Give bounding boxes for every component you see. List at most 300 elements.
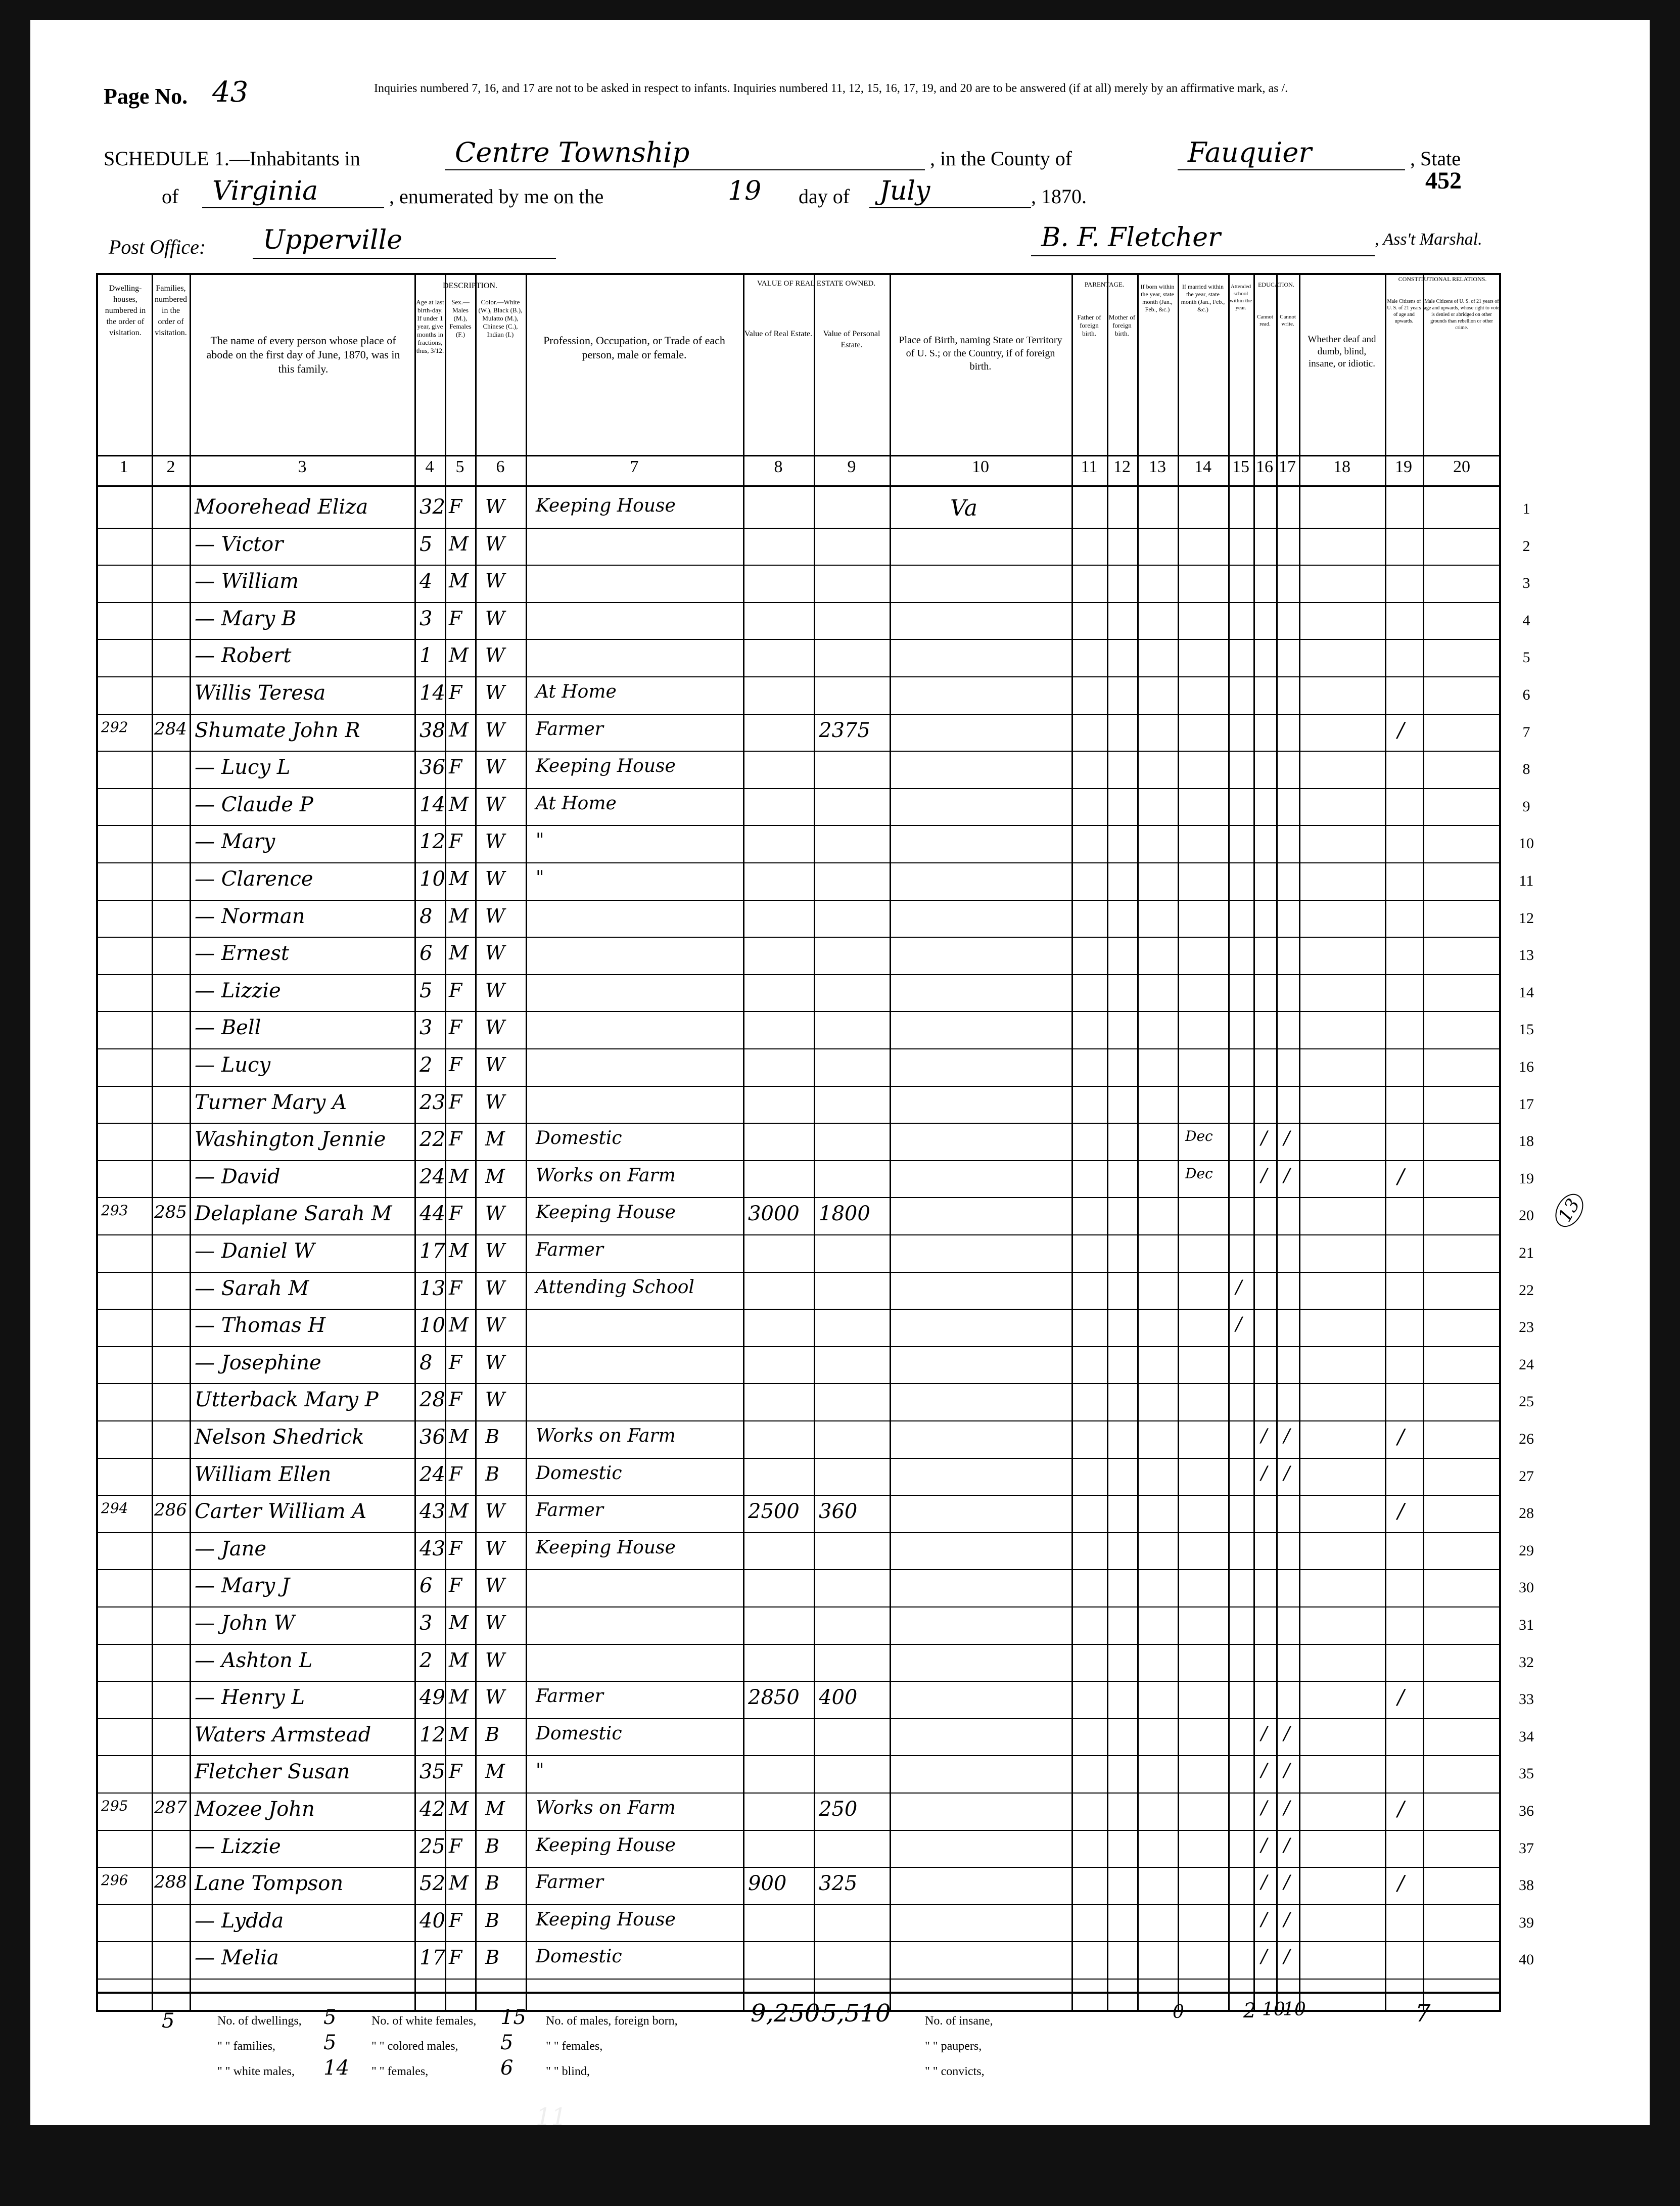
- occupation-value: Domestic: [536, 1723, 622, 1744]
- person-name: William Ellen: [195, 1462, 332, 1486]
- col-head-20: Male Citizens of U. S. of 21 years of age and upwards, whose right to vote is denied or abridged on other grounds than rebellion or other crime.: [1424, 299, 1500, 331]
- row-rule: [96, 1086, 1501, 1087]
- age-value: 25: [419, 1834, 445, 1858]
- age-value: 43: [419, 1537, 445, 1560]
- col19-total: 7: [1415, 1999, 1431, 2028]
- citizen-mark: /: [1397, 1872, 1405, 1896]
- personal-estate-value: 400: [819, 1686, 858, 1710]
- row-number: 22: [1519, 1281, 1534, 1299]
- value-group: VALUE OF REAL ESTATE OWNED.: [757, 280, 876, 288]
- month-rule: [869, 207, 1031, 208]
- row-rule: [96, 1458, 1501, 1459]
- col-divider: [814, 273, 815, 2012]
- day-of-label: day of: [799, 185, 850, 208]
- column-number: 3: [298, 457, 307, 476]
- row-rule: [96, 565, 1501, 566]
- cannot-write-mark: /: [1284, 1165, 1290, 1186]
- color-value: W: [485, 1090, 505, 1113]
- sex-value: M: [449, 1872, 469, 1895]
- person-name: Utterback Mary P: [195, 1388, 379, 1412]
- cannot-read-mark: /: [1261, 1462, 1268, 1484]
- occupation-value: Domestic: [536, 1462, 622, 1484]
- occupation-value: Keeping House: [536, 1834, 676, 1856]
- color-value: W: [485, 904, 505, 927]
- column-number: 10: [972, 457, 989, 476]
- occupation-value: At Home: [536, 681, 617, 702]
- age-value: 49: [419, 1686, 445, 1710]
- real-estate-value: 3000: [748, 1202, 800, 1226]
- person-name: Washington Jennie: [195, 1128, 386, 1152]
- person-name: — Victor: [195, 532, 284, 556]
- post-office-rule: [253, 258, 556, 259]
- person-name: — John W: [195, 1612, 295, 1635]
- color-value: B: [485, 1872, 499, 1895]
- column-number: 19: [1395, 457, 1412, 476]
- col-divider: [190, 273, 191, 2012]
- row-rule: [96, 900, 1501, 901]
- row-rule: [96, 1644, 1501, 1645]
- row-rule: [96, 751, 1501, 752]
- township-value: Centre Township: [455, 136, 690, 168]
- sex-value: M: [449, 1500, 469, 1523]
- age-value: 36: [419, 1426, 445, 1449]
- convicts-label: " " convicts,: [925, 2065, 985, 2078]
- sex-value: F: [449, 1276, 462, 1299]
- person-name: Shumate John R: [195, 718, 360, 742]
- sex-value: M: [449, 570, 469, 592]
- row-rule: [96, 1123, 1501, 1124]
- row-rule: [96, 639, 1501, 640]
- color-value: B: [485, 1462, 499, 1485]
- col-head-14: If married within the year, state month (Jan., Feb., &c.): [1181, 283, 1225, 313]
- row-rule: [96, 1011, 1501, 1012]
- age-value: 5: [419, 532, 433, 556]
- cannot-write-mark: /: [1284, 1723, 1290, 1744]
- cannot-write-mark: /: [1284, 1760, 1290, 1781]
- occupation-value: ": [536, 830, 544, 851]
- age-value: 23: [419, 1090, 445, 1114]
- occupation-value: Farmer: [536, 718, 603, 740]
- dwelling-number: 294: [101, 1500, 128, 1517]
- cannot-read-mark: /: [1261, 1128, 1268, 1149]
- attended-school-mark: /: [1236, 1276, 1242, 1298]
- married-month-value: Dec: [1185, 1165, 1213, 1182]
- family-number: 288: [154, 1872, 187, 1893]
- sex-value: F: [449, 1909, 462, 1932]
- color-value: W: [485, 830, 505, 853]
- col-divider: [890, 273, 891, 2012]
- row-rule: [96, 862, 1501, 863]
- age-value: 8: [419, 904, 433, 928]
- row-rule: [96, 1420, 1501, 1421]
- row-rule: [96, 1979, 1501, 1980]
- age-value: 3: [419, 1612, 433, 1635]
- row-rule: [96, 1160, 1501, 1161]
- color-value: B: [485, 1723, 499, 1745]
- col-head-10: Place of Birth, naming State or Territory of U. S.; or the Country, if of foreign birth.: [899, 335, 1062, 372]
- personal-estate-value: 360: [819, 1500, 858, 1524]
- cannot-read-mark: /: [1261, 1872, 1268, 1893]
- county-label: , in the County of: [930, 147, 1072, 170]
- color-value: B: [485, 1909, 499, 1932]
- age-value: 38: [419, 718, 445, 742]
- color-value: W: [485, 1016, 505, 1039]
- sheet-number: 452: [1425, 167, 1462, 194]
- sex-value: M: [449, 532, 469, 555]
- color-value: M: [485, 1798, 505, 1820]
- white-females-label: No. of white females,: [371, 2014, 477, 2028]
- personal-estate-value: 250: [819, 1798, 858, 1821]
- schedule-label: SCHEDULE 1.—Inhabitants in: [104, 147, 360, 170]
- row-rule: [96, 602, 1501, 603]
- row-number: 12: [1519, 909, 1534, 927]
- total-personal-estate: 5,510: [821, 1999, 891, 2028]
- occupation-value: Farmer: [536, 1686, 603, 1707]
- color-value: W: [485, 718, 505, 741]
- person-name: — Sarah M: [195, 1276, 309, 1300]
- age-value: 17: [419, 1239, 445, 1263]
- col-head-15: Attended school within the year.: [1229, 284, 1252, 311]
- sex-value: F: [449, 1090, 462, 1113]
- header-divider: [96, 455, 1501, 456]
- birthplace-value: Va: [950, 495, 977, 521]
- sex-value: F: [449, 495, 462, 518]
- person-name: — Lizzie: [195, 1834, 281, 1858]
- age-value: 36: [419, 756, 445, 779]
- cannot-read-mark: /: [1261, 1165, 1268, 1186]
- col-head-19: Male Citizens of U. S. of 21 years of age and upwards.: [1387, 299, 1421, 324]
- sex-value: M: [449, 1798, 469, 1820]
- occupation-value: ": [536, 867, 544, 888]
- sex-value: M: [449, 1612, 469, 1634]
- occupation-value: Keeping House: [536, 495, 676, 516]
- color-value: B: [485, 1426, 499, 1448]
- county-rule: [1178, 169, 1405, 170]
- color-value: W: [485, 867, 505, 890]
- color-value: W: [485, 1053, 505, 1076]
- cannot-write-mark: /: [1284, 1128, 1290, 1149]
- sex-value: F: [449, 979, 462, 1001]
- age-value: 44: [419, 1202, 445, 1226]
- person-name: — Mary B: [195, 607, 297, 630]
- column-number: 18: [1333, 457, 1350, 476]
- cannot-write-mark: /: [1284, 1798, 1290, 1818]
- sex-value: F: [449, 830, 462, 853]
- age-value: 43: [419, 1500, 445, 1524]
- real-estate-value: 2500: [748, 1500, 800, 1524]
- row-rule: [96, 974, 1501, 975]
- color-value: M: [485, 1165, 505, 1187]
- personal-estate-value: 325: [819, 1872, 858, 1896]
- row-number: 37: [1519, 1840, 1534, 1857]
- age-value: 6: [419, 1574, 433, 1598]
- sex-value: F: [449, 1760, 462, 1783]
- sex-value: F: [449, 1834, 462, 1857]
- person-name: Delaplane Sarah M: [195, 1202, 392, 1226]
- color-value: W: [485, 1202, 505, 1225]
- sex-value: M: [449, 644, 469, 667]
- column-number: 8: [774, 457, 783, 476]
- person-name: Lane Tompson: [195, 1872, 344, 1896]
- occupation-value: Works on Farm: [536, 1165, 676, 1186]
- row-number: 8: [1522, 761, 1530, 778]
- col-head-13: If born within the year, state month (Jan., Feb., &c.): [1140, 283, 1175, 313]
- row-rule: [96, 825, 1501, 826]
- column-number: 12: [1113, 457, 1131, 476]
- real-estate-value: 2850: [748, 1686, 800, 1710]
- citizen-mark: /: [1397, 1426, 1405, 1449]
- age-value: 1: [419, 644, 433, 668]
- sex-value: F: [449, 1574, 462, 1597]
- row-rule: [96, 1941, 1501, 1942]
- foreign-females-label: " " females,: [546, 2040, 603, 2053]
- scan-border-top: [0, 0, 1680, 20]
- enumerated-label: , enumerated by me on the: [389, 185, 604, 208]
- row-number: 35: [1519, 1765, 1534, 1782]
- person-name: — Lizzie: [195, 979, 281, 1002]
- occupation-value: Farmer: [536, 1239, 603, 1260]
- col-divider: [743, 273, 744, 2012]
- row-number: 23: [1519, 1319, 1534, 1336]
- row-rule: [96, 1272, 1501, 1273]
- age-value: 40: [419, 1909, 445, 1933]
- person-name: Mozee John: [195, 1798, 315, 1821]
- colored-females-value: 6: [500, 2056, 514, 2080]
- cannot-write-mark: /: [1284, 1872, 1290, 1893]
- row-number: 9: [1522, 798, 1530, 815]
- color-value: W: [485, 942, 505, 964]
- sex-value: M: [449, 1686, 469, 1709]
- col-head-5: Sex.—Males (M.), Females (F.): [449, 298, 472, 338]
- color-value: W: [485, 1648, 505, 1671]
- age-value: 28: [419, 1388, 445, 1412]
- color-value: W: [485, 1276, 505, 1299]
- sex-value: M: [449, 793, 469, 815]
- color-value: W: [485, 1686, 505, 1709]
- row-rule: [96, 1606, 1501, 1607]
- row-number: 40: [1519, 1951, 1534, 1968]
- person-name: Carter William A: [195, 1500, 367, 1524]
- personal-estate-value: 1800: [819, 1202, 870, 1226]
- attended-school-mark: /: [1236, 1314, 1242, 1335]
- person-name: — Robert: [195, 644, 292, 668]
- constitutional-group: CONSTITUTIONAL RELATIONS.: [1398, 275, 1487, 283]
- row-number: 39: [1519, 1914, 1534, 1931]
- description-group: DESCRIPTION.: [442, 282, 497, 290]
- occupation-value: Keeping House: [536, 1202, 676, 1223]
- row-rule: [96, 676, 1501, 677]
- occupation-value: Keeping House: [536, 1909, 676, 1930]
- colored-females-label: " " females,: [371, 2065, 429, 2078]
- color-value: B: [485, 1946, 499, 1969]
- age-value: 14: [419, 793, 445, 816]
- age-value: 32: [419, 495, 445, 519]
- page-label: Page No.: [104, 84, 188, 109]
- sex-value: M: [449, 1239, 469, 1262]
- col-head-12: Mother of foreign birth.: [1108, 313, 1136, 337]
- post-office-value: Upperville: [263, 225, 403, 255]
- person-name: Nelson Shedrick: [195, 1426, 364, 1449]
- column-number: 7: [630, 457, 639, 476]
- citizen-mark: /: [1397, 718, 1405, 742]
- post-office-label: Post Office:: [109, 236, 206, 258]
- age-value: 10: [419, 867, 445, 891]
- sex-value: M: [449, 1426, 469, 1448]
- cannot-write-mark: /: [1284, 1946, 1290, 1967]
- age-value: 12: [419, 830, 445, 854]
- scan-border-left: [0, 0, 30, 2206]
- age-value: 3: [419, 1016, 433, 1040]
- column-number-divider: [96, 485, 1501, 487]
- color-value: W: [485, 1239, 505, 1262]
- sex-value: F: [449, 681, 462, 704]
- age-value: 5: [419, 979, 433, 1002]
- sex-value: M: [449, 942, 469, 964]
- person-name: — Clarence: [195, 867, 313, 891]
- color-value: W: [485, 532, 505, 555]
- person-name: — Melia: [195, 1946, 279, 1970]
- person-name: Fletcher Susan: [195, 1760, 350, 1784]
- marshal-label: , Ass't Marshal.: [1375, 230, 1482, 249]
- row-number: 2: [1522, 537, 1530, 555]
- col16-total: 2: [1243, 1999, 1256, 2023]
- row-number: 25: [1519, 1393, 1534, 1410]
- colored-males-value: 5: [500, 2031, 514, 2054]
- occupation-value: ": [536, 1760, 544, 1781]
- dwelling-number: 292: [101, 718, 128, 736]
- person-name: — Ashton L: [195, 1648, 313, 1672]
- footer-divider: [96, 1992, 1501, 1994]
- age-value: 24: [419, 1462, 445, 1486]
- col-divider: [1385, 273, 1386, 2012]
- column-number: 15: [1232, 457, 1249, 476]
- age-value: 14: [419, 681, 445, 705]
- color-value: W: [485, 1351, 505, 1373]
- column-number: 6: [496, 457, 505, 476]
- col14-total: 0: [1173, 2002, 1184, 2023]
- occupation-value: Domestic: [536, 1946, 622, 1967]
- person-name: Moorehead Eliza: [195, 495, 368, 519]
- column-number: 17: [1279, 457, 1296, 476]
- cannot-write-mark: /: [1284, 1834, 1290, 1856]
- sex-value: M: [449, 1723, 469, 1745]
- dwellings-value: 5: [323, 2006, 337, 2029]
- occupation-value: Farmer: [536, 1500, 603, 1521]
- color-value: W: [485, 756, 505, 778]
- row-number: 27: [1519, 1467, 1534, 1485]
- col-divider: [1276, 273, 1278, 2012]
- sex-value: M: [449, 867, 469, 890]
- person-name: — William: [195, 570, 299, 593]
- education-group: EDUCATION.: [1258, 281, 1294, 288]
- color-value: W: [485, 1500, 505, 1523]
- citizen-mark: /: [1397, 1798, 1405, 1821]
- column-number: 20: [1453, 457, 1470, 476]
- cannot-write-mark: /: [1284, 1462, 1290, 1484]
- scan-border-bottom: [0, 2125, 1680, 2206]
- row-rule: [96, 528, 1501, 529]
- col-head-17: Cannot write.: [1280, 314, 1296, 327]
- sex-value: M: [449, 904, 469, 927]
- col-head-3: The name of every person whose place of abode on the first day of June, 1870, was in this family.: [206, 334, 400, 375]
- row-number: 32: [1519, 1653, 1534, 1671]
- footer-left-count: 5: [162, 2009, 175, 2033]
- sex-value: F: [449, 607, 462, 629]
- person-name: — Josephine: [195, 1351, 321, 1374]
- row-number: 24: [1519, 1356, 1534, 1373]
- col-head-2: Families, numbered in the order of visitation.: [155, 284, 187, 337]
- sex-value: F: [449, 1202, 462, 1225]
- column-number: 16: [1256, 457, 1273, 476]
- married-month-value: Dec: [1185, 1128, 1213, 1145]
- row-rule: [96, 1904, 1501, 1905]
- county-value: Fauquier: [1188, 136, 1312, 168]
- row-rule: [96, 714, 1501, 715]
- col-divider: [1299, 273, 1300, 2012]
- cannot-read-mark: /: [1261, 1760, 1268, 1781]
- instruction-notice: Inquiries numbered 7, 16, and 17 are not to be asked in respect to infants. Inquiries numbered 11, 12, 15, 16, 17, 19, and 20 are to be answered (if at all) merely by an affirmative mark, as /.: [374, 82, 1288, 95]
- row-number: 13: [1519, 947, 1534, 964]
- age-value: 52: [419, 1872, 445, 1896]
- row-number: 3: [1522, 575, 1530, 592]
- col-head-11: Father of foreign birth.: [1077, 313, 1101, 337]
- cannot-read-mark: /: [1261, 1909, 1268, 1930]
- family-number: 285: [154, 1202, 187, 1223]
- age-value: 2: [419, 1053, 433, 1077]
- sex-value: F: [449, 1128, 462, 1151]
- colored-males-label: " " colored males,: [371, 2040, 458, 2053]
- state-label: , State: [1410, 147, 1461, 170]
- color-value: W: [485, 1388, 505, 1411]
- insane-label: No. of insane,: [925, 2014, 993, 2028]
- row-number: 20: [1519, 1207, 1534, 1224]
- row-number: 7: [1522, 723, 1530, 741]
- column-number: 11: [1081, 457, 1098, 476]
- age-value: 2: [419, 1648, 433, 1672]
- col17b-total: 10: [1283, 1999, 1306, 2020]
- families-label: " " families,: [217, 2040, 275, 2053]
- white-males-label: " " white males,: [217, 2065, 295, 2078]
- person-name: — Mary: [195, 830, 275, 854]
- age-value: 6: [419, 942, 433, 966]
- color-value: B: [485, 1834, 499, 1857]
- person-name: Turner Mary A: [195, 1090, 347, 1114]
- row-number: 18: [1519, 1133, 1534, 1150]
- dwelling-number: 295: [101, 1798, 128, 1814]
- row-number: 17: [1519, 1095, 1534, 1113]
- col-divider: [1228, 273, 1230, 2012]
- person-name: — Henry L: [195, 1686, 305, 1710]
- age-value: 3: [419, 607, 433, 630]
- occupation-value: Domestic: [536, 1128, 622, 1149]
- township-rule: [445, 169, 925, 170]
- row-number: 31: [1519, 1617, 1534, 1633]
- marshal-rule: [1031, 255, 1375, 256]
- sex-value: M: [449, 1648, 469, 1671]
- col-head-18: Whether deaf and dumb, blind, insane, or idiotic.: [1308, 334, 1376, 369]
- col-divider: [1178, 273, 1179, 2012]
- row-rule: [96, 1346, 1501, 1347]
- row-number: 5: [1522, 649, 1530, 666]
- row-rule: [96, 937, 1501, 938]
- col-head-9: Value of Personal Estate.: [823, 330, 880, 349]
- col-divider: [1253, 273, 1255, 2012]
- col17-total: 10: [1262, 1999, 1285, 2020]
- age-value: 22: [419, 1128, 445, 1152]
- row-number: 16: [1519, 1059, 1534, 1075]
- column-number: 14: [1194, 457, 1211, 476]
- col-divider: [475, 273, 477, 2012]
